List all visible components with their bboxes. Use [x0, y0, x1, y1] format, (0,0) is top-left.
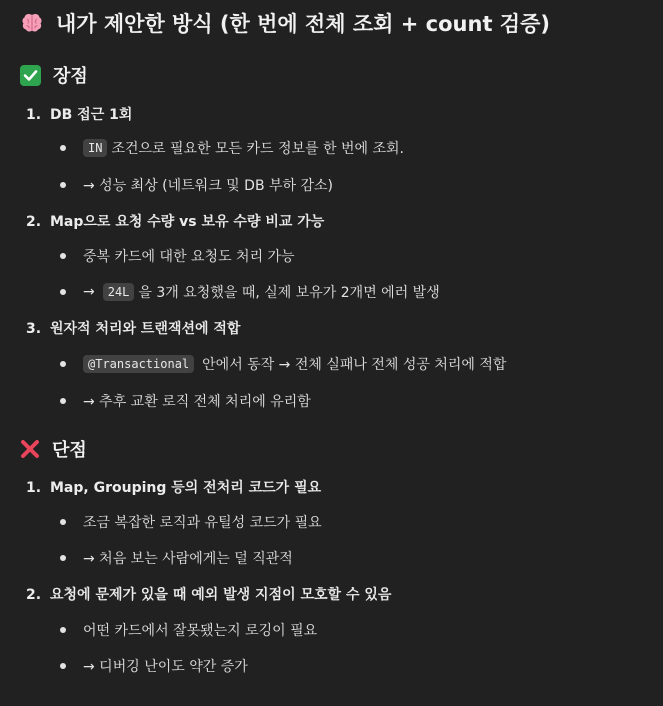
cons-item-2: 2. 요청에 문제가 있을 때 예외 발생 지점이 모호할 수 있음 — [26, 587, 392, 603]
list-item: → 처음 보는 사람에게는 덜 직관적 — [60, 548, 293, 568]
list-item: 어떤 카드에서 잘못됐는지 로깅이 필요 — [60, 620, 317, 640]
page-title — [20, 8, 550, 38]
cons-item-1: 1. Map, Grouping 등의 전처리 코드가 필요 — [26, 480, 322, 496]
pros-item-1: 1. DB 접근 1회 — [26, 107, 133, 123]
bullet-dot — [60, 398, 66, 404]
inline-code: @Transactional — [83, 355, 194, 373]
bullet-dot — [60, 663, 66, 669]
list-item: → 24L 을 3개 요청했을 때, 실제 보유가 2개면 에러 발생 — [60, 282, 440, 302]
inline-code: 24L — [103, 283, 135, 301]
list-item: 중복 카드에 대한 요청도 처리 가능 — [60, 246, 295, 266]
list-item: IN 조건으로 필요한 모든 카드 정보를 한 번에 조회. — [60, 138, 404, 158]
title-text: 내가 제안한 방식 (한 번에 전체 조회 + count 검증) — [56, 12, 550, 36]
bullet-dot — [60, 289, 66, 295]
list-item: → 디버깅 난이도 약간 증가 — [60, 656, 248, 676]
bullet-dot — [60, 253, 66, 259]
cons-heading — [20, 436, 87, 462]
bullet-dot — [60, 555, 66, 561]
bullet-dot — [60, 361, 66, 367]
inline-code: IN — [83, 139, 107, 157]
pros-heading — [20, 62, 88, 88]
list-item: @Transactional 안에서 동작 → 전체 실패나 전체 성공 처리에 적합 — [60, 354, 506, 374]
check-mark-icon — [20, 65, 41, 86]
bullet-dot — [60, 182, 66, 188]
bullet-dot — [60, 519, 66, 525]
pros-item-2: 2. Map으로 요청 수량 vs 보유 수량 비교 가능 — [26, 214, 325, 230]
cons-heading-text: 단점 — [52, 440, 87, 461]
cross-mark-icon — [20, 439, 40, 459]
list-item: → 성능 최상 (네트워크 및 DB 부하 감소) — [60, 175, 333, 195]
list-item: → 추후 교환 로직 전체 처리에 유리함 — [60, 391, 311, 411]
list-item: 조금 복잡한 로직과 유틸성 코드가 필요 — [60, 512, 322, 532]
pros-item-3: 3. 원자적 처리와 트랜잭션에 적합 — [26, 321, 241, 337]
bullet-dot — [60, 145, 66, 151]
pros-heading-text: 장점 — [53, 66, 88, 87]
brain-icon — [20, 11, 44, 35]
bullet-dot — [60, 627, 66, 633]
